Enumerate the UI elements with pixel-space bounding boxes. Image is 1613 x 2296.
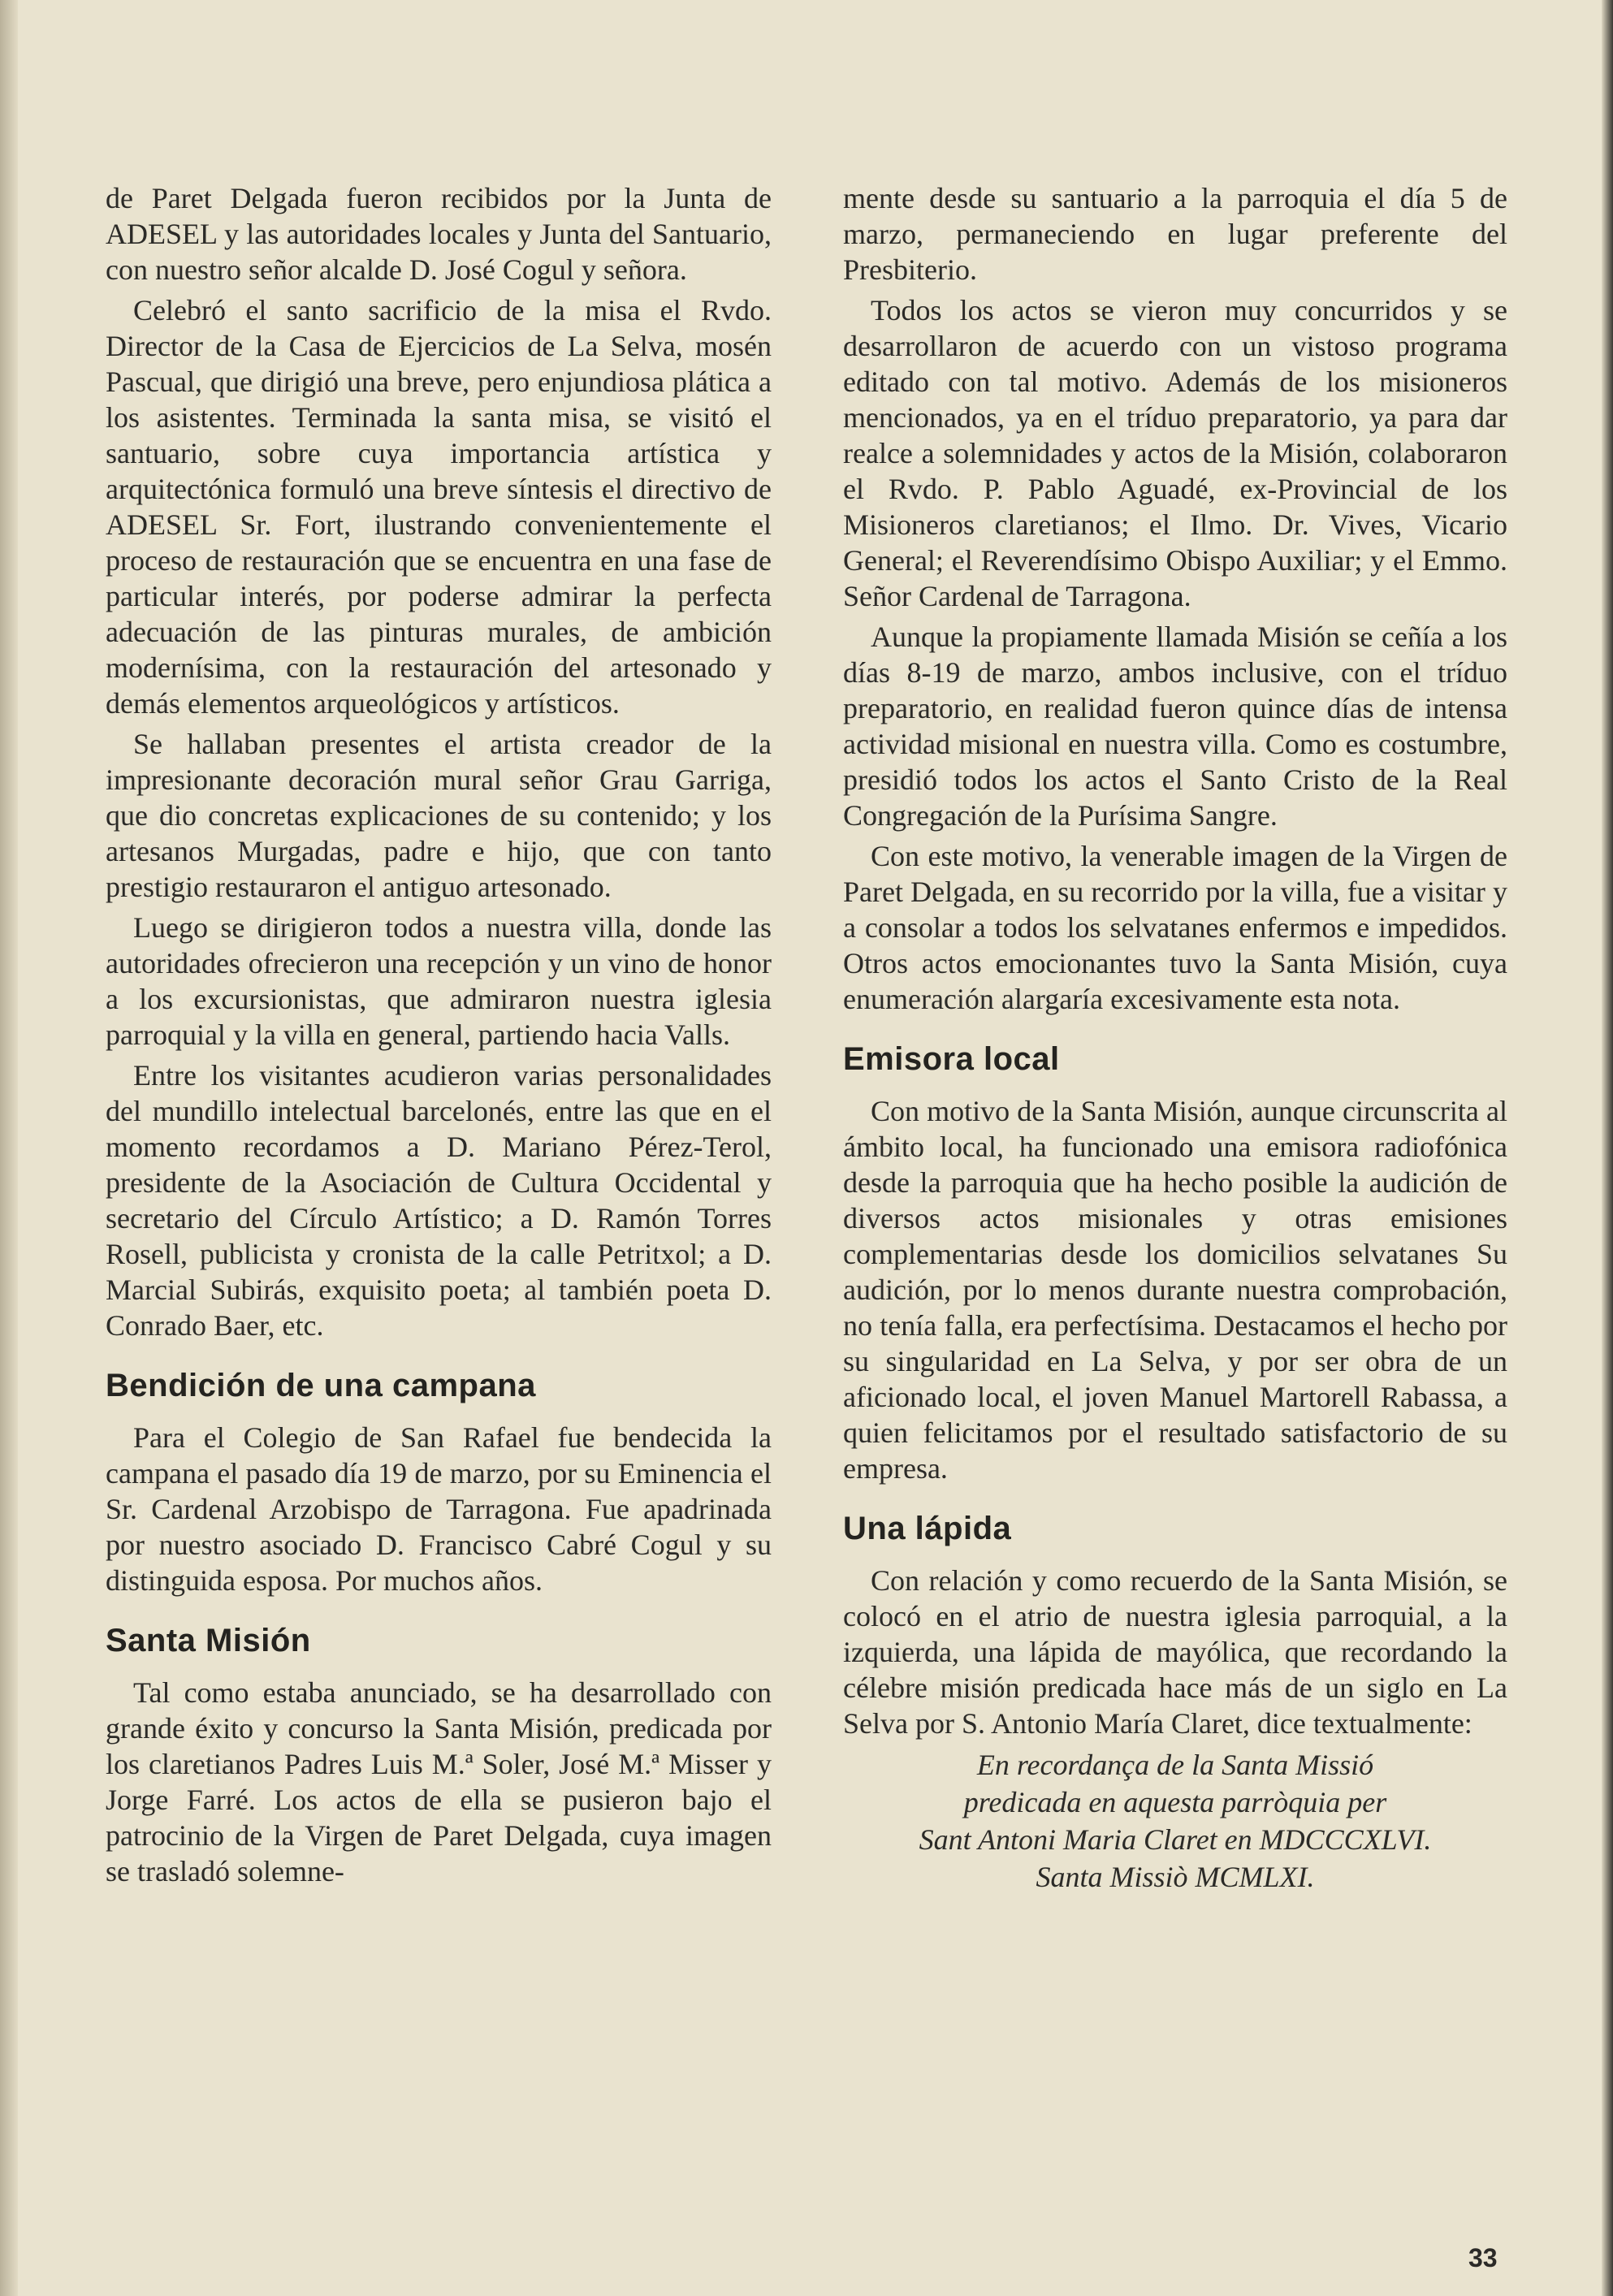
left-column — [106, 180, 772, 1889]
paragraph: Todos los actos se vieron muy concurridos y se desarrollaron de acuerdo con un vistoso programa editado con tal motivo. Además de los misioneros mencionados, ya en el tríduo preparatorio, ya para dar realce a solemnidades y actos de la Misión, colaboraron el Rvdo. P. Pablo Aguadé, ex-Provincial de los Misioneros claretianos; el Ilmo. Dr. Vives, Vicario General; el Reverendísimo Obispo Auxiliar; y el Emmo. Señor Cardenal de Tarragona. — [843, 294, 1507, 612]
paragraph: mente desde su santuario a la parroquia el día 5 de marzo, permaneciendo en lugar preferente del Presbiterio. — [843, 182, 1507, 286]
inscription — [843, 1746, 1507, 1896]
section-heading-lapida: Una lápida — [843, 1511, 1012, 1546]
inscription-line: Santa Missiò MCMLXI. — [1036, 1861, 1315, 1893]
book-spine-shadow — [0, 0, 18, 2296]
right-column — [843, 180, 1507, 1896]
section-heading-campana: Bendición de una campana — [106, 1368, 536, 1403]
paragraph: Con relación y como recuerdo de la Santa Misión, se colocó en el atrio de nuestra iglesia parroquial, a la izquierda, una lápida de mayólica, que recordando la célebre misión predicada hace más de un siglo en La Selva por S. Antonio María Claret, dice textualmente: — [843, 1564, 1507, 1740]
paragraph: Entre los visitantes acudieron varias personalidades del mundillo intelectual barcelonés, entre las que en el momento recordamos a D. Mariano Pérez-Terol, presidente de la Asociación de Cultura Occidental y secretario del Círculo Artístico; a D. Ramón Torres Rosell, publicista y cronista de la calle Petritxol; a D. Marcial Subirás, exquisito poeta; al también poeta D. Conrado Baer, etc. — [106, 1059, 772, 1342]
paragraph: Luego se dirigieron todos a nuestra villa, donde las autoridades ofrecieron una recepción y un vino de honor a los excursionistas, que admiraron nuestra iglesia parroquial y la villa en general, partiendo hacia Valls. — [106, 911, 772, 1051]
inscription-line: En recordança de la Santa Missió — [976, 1749, 1374, 1781]
paragraph: Aunque la propiamente llamada Misión se ceñía a los días 8-19 de marzo, ambos inclusive, con el tríduo preparatorio, en realidad fueron quince días de intensa actividad misional en nuestra villa. Como es costumbre, presidió todos los actos el Santo Cristo de la Real Congregación de la Purísima Sangre. — [843, 620, 1507, 832]
paragraph: Con motivo de la Santa Misión, aunque circunscrita al ámbito local, ha funcionado una emisora radiofónica desde la parroquia que ha hecho posible la audición de diversos actos misionales y otras emisiones complementarias desde los domicilios selvatanes Su audición, por lo menos durante nuestra comprobación, no tenía falla, era perfectísima. Destacamos el hecho por su singularidad en La Selva, y por ser obra de un aficionado local, el joven Manuel Martorell Rabassa, a quien felicitamos por el resultado satisfactorio de su empresa. — [843, 1095, 1507, 1485]
paragraph: Con este motivo, la venerable imagen de la Virgen de Paret Delgada, en su recorrido por la villa, fue a visitar y a consolar a todos los selvatanes enfermos e impedidos. Otros actos emocionantes tuvo la Santa Misión, cuya enumeración alargaría excesivamente esta nota. — [843, 840, 1507, 1015]
inscription-line: predicada en aquesta parròquia per — [963, 1786, 1387, 1818]
paragraph: de Paret Delgada fueron recibidos por la Junta de ADESEL y las autoridades locales y Junta del Santuario, con nuestro señor alcalde D. José Cogul y señora. — [106, 182, 772, 286]
paragraph: Celebró el santo sacrificio de la misa el Rvdo. Director de la Casa de Ejercicios de La Selva, mosén Pascual, que dirigió una breve, pero enjundiosa plática a los asistentes. Terminada la santa misa, se visitó el santuario, sobre cuya importancia artística y arquitectónica formuló una breve síntesis el directivo de ADESEL Sr. Fort, ilustrando convenientemente el proceso de restauración que se encuentra en una fase de particular interés, por poderse admirar la perfecta adecuación de las pinturas murales, de ambición modernísima, con la restauración del artesonado y demás elementos arqueológicos y artísticos. — [106, 294, 772, 720]
inscription-line: Sant Antoni Maria Claret en MDCCCXLVI. — [919, 1823, 1432, 1856]
paragraph: Para el Colegio de San Rafael fue bendecida la campana el pasado día 19 de marzo, por su Eminencia el Sr. Cardenal Arzobispo de Tarragona. Fue apadrinada por nuestro asociado D. Francisco Cabré Cogul y su distinguida esposa. Por muchos años. — [106, 1421, 772, 1597]
section-heading-mision: Santa Misión — [106, 1623, 311, 1658]
page-edge-shadow — [1602, 0, 1613, 2296]
paragraph: Se hallaban presentes el artista creador de la impresionante decoración mural señor Grau Garriga, que dio concretas explicaciones de su contenido; y los artesanos Murgadas, padre e hijo, que con tanto prestigio restauraron el antiguo artesonado. — [106, 728, 772, 903]
section-heading-emisora: Emisora local — [843, 1041, 1060, 1077]
page-number: 33 — [1468, 2243, 1498, 2272]
paragraph: Tal como estaba anunciado, se ha desarrollado con grande éxito y concurso la Santa Misión, predicada por los claretianos Padres Luis M.ª Soler, José M.ª Misser y Jorge Farré. Los actos de ella se pusieron bajo el patrocinio de la Virgen de Paret Delgada, cuya imagen se trasladó solemne- — [106, 1676, 772, 1887]
